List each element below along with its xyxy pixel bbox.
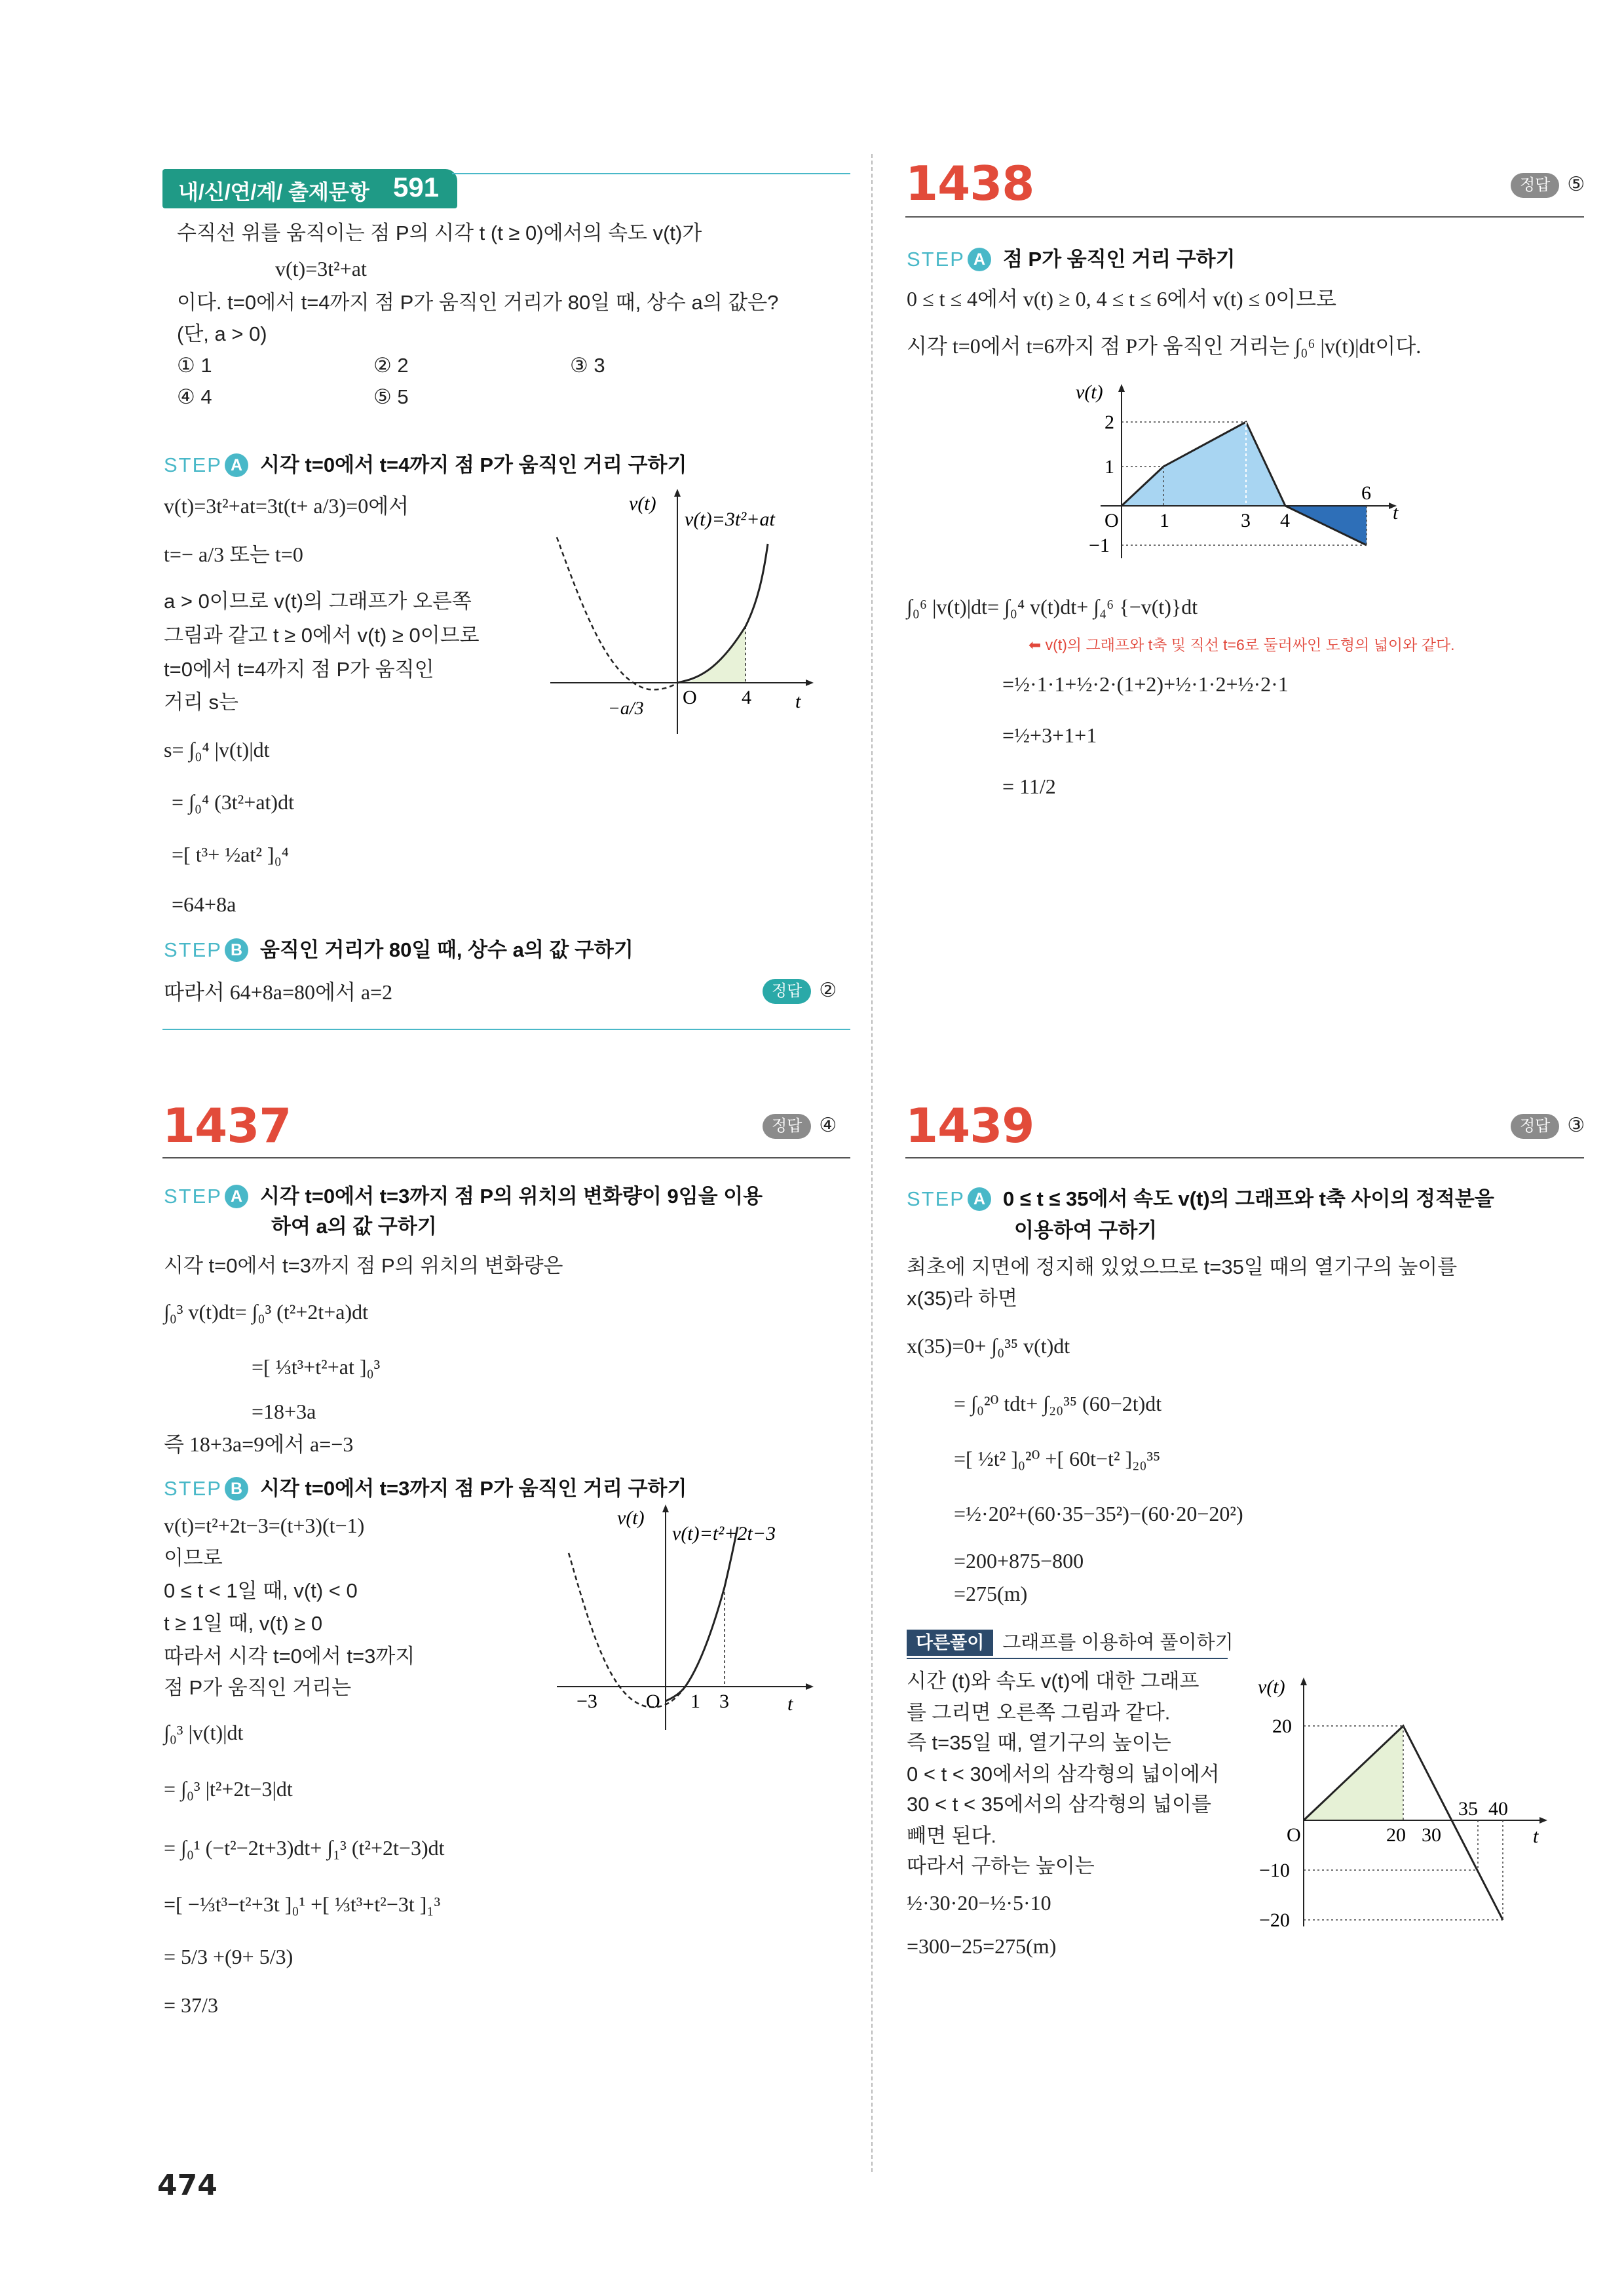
choice-5: ⑤ 5 xyxy=(373,385,409,408)
choice-2: ② 2 xyxy=(373,354,409,377)
p1439-line-5: =[ ½t² ]₀²⁰ +[ 60t−t² ]₂₀³⁵ xyxy=(954,1447,1161,1470)
p1439-line-3: x(35)=0+ ∫₀³⁵ v(t)dt xyxy=(907,1334,1070,1358)
column-divider xyxy=(871,154,873,2172)
p1437-b-line-11: = 5/3 +(9+ 5/3) xyxy=(164,1945,293,1968)
p1437-line-3: =[ ⅓t³+t²+at ]₀³ xyxy=(252,1355,381,1379)
p1438-bottom-line-1: ∫₀⁶ |v(t)|dt= ∫₀⁴ v(t)dt+ ∫₄⁶ {−v(t)}dt xyxy=(907,595,1198,619)
p1438-bottom-line-4: = 11/2 xyxy=(1002,775,1056,798)
p1437-line-4: =18+3a xyxy=(252,1400,316,1423)
rule-1439 xyxy=(905,1157,1584,1158)
left-step-a-heading xyxy=(164,448,687,478)
t-label: t xyxy=(795,691,801,712)
x-20: 20 xyxy=(1386,1824,1406,1846)
step-title: 움직인 거리가 80일 때, 상수 a의 값 구하기 xyxy=(259,938,633,961)
p1438-note: ⬅ v(t)의 그래프와 t축 및 직선 t=6로 둘러싸인 도형의 넓이와 같다. xyxy=(1029,636,1455,653)
t-label: t xyxy=(1533,1826,1539,1847)
p1439-line-7: =200+875−800 xyxy=(954,1549,1084,1573)
p1437-line-5: 즉 18+3a=9에서 a=−3 xyxy=(164,1432,354,1456)
tick-4: 4 xyxy=(742,687,751,708)
graph-left-top xyxy=(544,485,852,734)
p1437-step-b-heading xyxy=(164,1472,687,1501)
choice-1: ① 1 xyxy=(177,354,212,377)
origin: O xyxy=(683,687,697,708)
origin: O xyxy=(1287,1824,1301,1846)
v-arrow xyxy=(674,489,681,497)
t-arrow xyxy=(806,679,814,686)
origin: O xyxy=(646,1691,660,1712)
curve-dashed xyxy=(569,1553,685,1707)
neg3: −3 xyxy=(576,1691,597,1712)
p1437-b-line-1: v(t)=t²+2t−3=(t+3)(t−1) xyxy=(164,1514,365,1537)
answer-pill: 정답 xyxy=(1511,173,1559,198)
p1439-line-2: x(35)라 하면 xyxy=(907,1287,1018,1310)
step-tag: STEP xyxy=(164,938,222,961)
neg-label: −a/3 xyxy=(608,698,644,719)
rule-1438 xyxy=(905,216,1584,218)
graph-1438 xyxy=(1061,381,1428,571)
choice-3: ③ 3 xyxy=(570,354,605,377)
curve-label: v(t)=3t²+at xyxy=(685,508,775,530)
alt-line-1: 시간 (t)와 속도 v(t)에 대한 그래프 xyxy=(907,1670,1199,1693)
x-35: 35 xyxy=(1458,1798,1478,1820)
answer-pill: 정답 xyxy=(763,1114,811,1139)
answer-pill: 정답 xyxy=(763,979,811,1004)
step-letter: A xyxy=(968,1187,991,1211)
x-3: 3 xyxy=(1241,510,1251,531)
step-tag: STEP xyxy=(907,248,965,271)
alt-line-3: 즉 t=35일 때, 열기구의 높이는 xyxy=(907,1731,1171,1754)
answer-value: ② xyxy=(819,980,837,1001)
step-title: 시각 t=0에서 t=3까지 점 P가 움직인 거리 구하기 xyxy=(259,1477,687,1500)
curve-label: v(t)=t²+2t−3 xyxy=(672,1523,776,1544)
alt-line-4: 0 < t < 30에서의 삼각형의 넓이에서 xyxy=(907,1763,1220,1786)
answer-1437 xyxy=(763,1114,837,1139)
p1437-b-line-5: 따라서 시각 t=0에서 t=3까지 xyxy=(164,1645,415,1668)
area-positive xyxy=(1122,422,1285,506)
p1437-line-2: ∫₀³ v(t)dt= ∫₀³ (t²+2t+a)dt xyxy=(164,1300,369,1324)
step-letter: A xyxy=(225,1185,248,1208)
lt-line-3: a > 0이므로 v(t)의 그래프가 오른쪽 xyxy=(164,590,472,613)
step-letter: B xyxy=(225,1477,248,1501)
v-label: v(t) xyxy=(1258,1676,1285,1698)
alt-title: 그래프를 이용하여 풀이하기 xyxy=(1002,1632,1234,1653)
p1437-b-line-10: =[ −⅓t³−t²+3t ]₀¹ +[ ⅓t³+t²−3t ]₁³ xyxy=(164,1892,441,1916)
alt-line-7: 따라서 구하는 높이는 xyxy=(907,1854,1095,1877)
p1437-b-line-4: t ≥ 1일 때, v(t) ≥ 0 xyxy=(164,1612,323,1635)
p1438-top-line-2: 시각 t=0에서 t=6까지 점 P가 움직인 거리는 ∫₀⁶ |v(t)|dt이다. xyxy=(907,334,1422,358)
v-arrow xyxy=(1300,1677,1307,1685)
step-tag: STEP xyxy=(164,1185,222,1208)
alt-rule xyxy=(907,1658,1228,1659)
x-4: 4 xyxy=(1280,510,1290,531)
question-line-2: v(t)=3t²+at xyxy=(275,257,367,280)
y-1: 1 xyxy=(1105,456,1114,478)
p1437-b-line-3: 0 ≤ t < 1일 때, v(t) < 0 xyxy=(164,1579,358,1602)
lt-line-5: t=0에서 t=4까지 점 P가 움직인 xyxy=(164,658,434,681)
question-line-4: (단, a > 0) xyxy=(177,322,267,345)
p1438-step-a-heading xyxy=(907,242,1236,272)
lt-line-6: 거리 s는 xyxy=(164,691,238,714)
y-2: 2 xyxy=(1105,411,1114,433)
answer-value: ③ xyxy=(1567,1115,1585,1136)
step-title: 0 ≤ t ≤ 35에서 속도 v(t)의 그래프와 t축 사이의 정적분을 xyxy=(1002,1187,1494,1210)
y-neg20: −20 xyxy=(1259,1909,1290,1931)
p1438-top-line-1: 0 ≤ t ≤ 4에서 v(t) ≥ 0, 4 ≤ t ≤ 6에서 v(t) ≤ 0이므로 xyxy=(907,287,1336,311)
p1437-line-1: 시각 t=0에서 t=3까지 점 P의 위치의 변화량은 xyxy=(164,1254,563,1277)
step-tag: STEP xyxy=(164,453,222,476)
v-arrow xyxy=(662,1504,669,1512)
step-letter: A xyxy=(225,453,248,477)
alt-line-9: =300−25=275(m) xyxy=(907,1934,1057,1958)
left-top-end-rule xyxy=(162,1029,850,1030)
y-neg1: −1 xyxy=(1089,535,1110,556)
banner-number: 591 xyxy=(393,172,440,202)
alt-badge: 다른풀이 xyxy=(907,1630,993,1656)
left-top-answer xyxy=(763,979,837,1004)
answer-pill: 정답 xyxy=(1511,1114,1559,1139)
step-tag: STEP xyxy=(164,1477,222,1500)
banner-rule xyxy=(452,173,850,174)
lt-line-2: t=− a/3 또는 t=0 xyxy=(164,543,303,566)
problem-number-1437: 1437 xyxy=(162,1098,292,1153)
p1439-line-4: = ∫₀²⁰ tdt+ ∫₂₀³⁵ (60−2t)dt xyxy=(954,1392,1162,1415)
step-tag: STEP xyxy=(907,1187,965,1210)
x-1: 1 xyxy=(1160,510,1169,531)
p1437-step-a-heading-2: 하여 a의 값 구하기 xyxy=(271,1215,437,1238)
step-title: 시각 t=0에서 t=3까지 점 P의 위치의 변화량이 9임을 이용 xyxy=(259,1185,763,1208)
p1437-b-line-9: = ∫₀¹ (−t²−2t+3)dt+ ∫₁³ (t²+2t−3)dt xyxy=(164,1836,445,1860)
curve-dashed xyxy=(557,537,677,689)
answer-1439 xyxy=(1511,1114,1585,1139)
lt-line-7: s= ∫₀⁴ |v(t)|dt xyxy=(164,738,270,761)
p1437-b-line-7: ∫₀³ |v(t)|dt xyxy=(164,1721,244,1744)
alt-line-8: ½·30·20−½·5·10 xyxy=(907,1891,1051,1915)
x-6: 6 xyxy=(1361,482,1371,504)
area-shade xyxy=(677,626,746,683)
step-title: 시각 t=0에서 t=4까지 점 P가 움직인 거리 구하기 xyxy=(259,453,687,476)
v-label: v(t) xyxy=(629,493,656,514)
curve-solid xyxy=(666,1527,738,1701)
t-label: t xyxy=(787,1693,793,1715)
p1437-step-a-heading xyxy=(164,1179,763,1209)
p1437-b-line-8: = ∫₀³ |t²+2t−3|dt xyxy=(164,1777,293,1801)
graph-1437 xyxy=(550,1501,852,1736)
lt-line-9: =[ t³+ ½at² ]₀⁴ xyxy=(172,843,289,866)
answer-1438 xyxy=(1511,173,1585,198)
question-line-1: 수직선 위를 움직이는 점 P의 시각 t (t ≥ 0)에서의 속도 v(t)가 xyxy=(177,221,702,244)
p1439-line-1: 최초에 지면에 정지해 있었으므로 t=35일 때의 열기구의 높이를 xyxy=(907,1255,1458,1278)
v-label: v(t) xyxy=(1076,381,1103,403)
t-arrow xyxy=(1539,1817,1547,1824)
t-arrow xyxy=(806,1683,814,1690)
origin: O xyxy=(1105,510,1119,531)
p1437-b-line-2: 이므로 xyxy=(164,1546,223,1569)
p1438-bottom-line-2: =½·1·1+½·2·(1+2)+½·1·2+½·2·1 xyxy=(1002,672,1289,696)
problem-number-1438: 1438 xyxy=(905,156,1034,211)
lt-line-8: = ∫₀⁴ (3t²+at)dt xyxy=(172,790,294,814)
left-step-b-heading xyxy=(164,933,633,963)
p1439-line-6: =½·20²+(60·35−35²)−(60·20−20²) xyxy=(954,1502,1243,1525)
x-30: 30 xyxy=(1422,1824,1441,1846)
p1439-step-a-heading-2: 이용하여 구하기 xyxy=(1014,1219,1158,1242)
step-letter: A xyxy=(968,248,991,271)
banner-label: 내/신/연/계/ 출제문항 xyxy=(178,180,369,204)
y-20: 20 xyxy=(1272,1715,1292,1737)
lt-line-1: v(t)=3t²+at=3t(t+ a/3)=0에서 xyxy=(164,494,409,518)
answer-value: ④ xyxy=(819,1115,837,1136)
x-40: 40 xyxy=(1488,1798,1508,1820)
answer-value: ⑤ xyxy=(1567,174,1585,195)
alt-line-2: 를 그리면 오른쪽 그림과 같다. xyxy=(907,1701,1171,1724)
lt-line-10: =64+8a xyxy=(172,892,236,916)
question-line-3: 이다. t=0에서 t=4까지 점 P가 움직인 거리가 80일 때, 상수 a의 값은? xyxy=(177,291,779,314)
choice-4: ④ 4 xyxy=(177,385,212,408)
lt-step-b-line: 따라서 64+8a=80에서 a=2 xyxy=(164,980,393,1004)
step-title: 점 P가 움직인 거리 구하기 xyxy=(1002,248,1236,271)
v-label: v(t) xyxy=(617,1507,645,1529)
page-number: 474 xyxy=(157,2169,217,2202)
p1437-b-line-12: = 37/3 xyxy=(164,1993,218,2017)
t-label: t xyxy=(1393,502,1399,524)
v-arrow xyxy=(1118,384,1125,392)
rule-1437 xyxy=(162,1157,850,1158)
lt-line-4: 그림과 같고 t ≥ 0에서 v(t) ≥ 0이므로 xyxy=(164,624,480,647)
problem-number-1439: 1439 xyxy=(905,1098,1034,1153)
alt-line-6: 빼면 된다. xyxy=(907,1824,997,1847)
alt-line-5: 30 < t < 35에서의 삼각형의 넓이를 xyxy=(907,1793,1211,1816)
p1438-bottom-line-3: =½+3+1+1 xyxy=(1002,723,1097,747)
p1439-step-a-heading xyxy=(907,1182,1494,1212)
p1437-b-line-6: 점 P가 움직인 거리는 xyxy=(164,1676,352,1699)
p1439-line-8: =275(m) xyxy=(954,1582,1028,1605)
tick-3: 3 xyxy=(719,1691,729,1712)
tick-1: 1 xyxy=(690,1691,700,1712)
graph-1439 xyxy=(1258,1671,1572,1933)
y-neg10: −10 xyxy=(1259,1860,1290,1881)
step-letter: B xyxy=(225,938,248,962)
alt-solution-header xyxy=(907,1628,1234,1656)
